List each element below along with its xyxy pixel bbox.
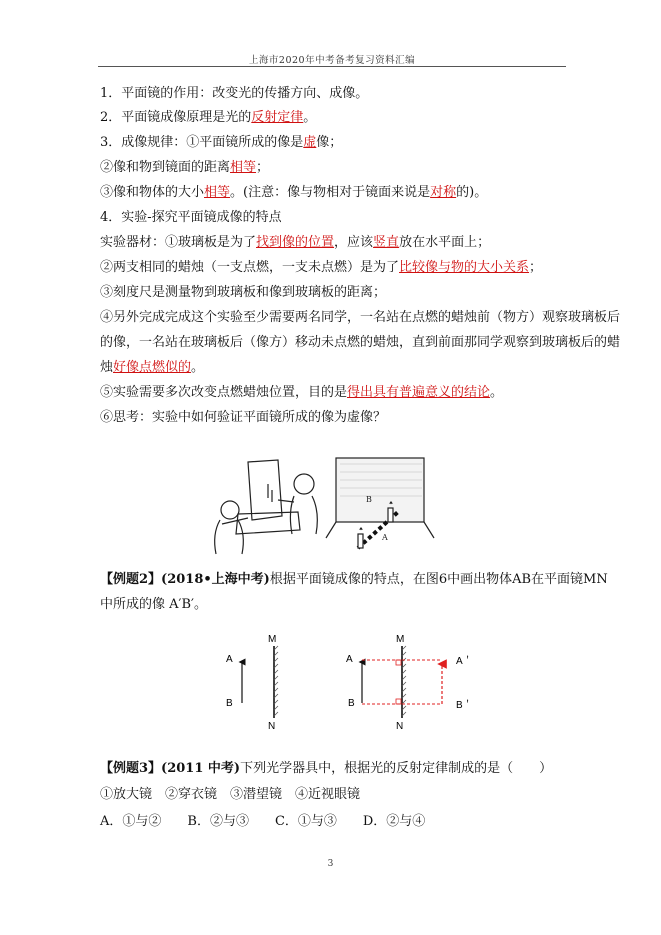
example3-choices [100, 813, 425, 831]
student-left-body [215, 518, 248, 554]
student-left-head [221, 501, 239, 519]
line-experiment-title [100, 209, 282, 227]
text: 。 [191, 360, 205, 375]
text: 烛 [100, 360, 114, 375]
mirror-diagram [218, 632, 518, 732]
line-think-question [100, 409, 386, 427]
text: 放在水平面上； [399, 235, 491, 250]
label-b: B [226, 698, 233, 709]
example2-line1 [100, 571, 608, 589]
text: ⑤实验需要多次改变点燃蜡烛位置，目的是 [100, 385, 348, 400]
answer-blank: 相等 [230, 160, 257, 175]
glass-plate [248, 460, 282, 520]
glass-board [336, 458, 424, 522]
text: ⑥思考：实验中如何验证平面镜所成的像为虚像？ [100, 410, 387, 425]
label-m: M [396, 634, 405, 645]
line-mirror-principle [100, 109, 316, 127]
line-procedure-3 [100, 359, 204, 377]
text: 4．实验-探究平面镜成像的特点 [100, 210, 282, 225]
diagram-right [346, 634, 473, 732]
text: 。(注意：像与物相对于镜面来说是 [230, 185, 431, 200]
header-rule [98, 66, 566, 67]
line-procedure-2 [100, 334, 620, 352]
text: 3．成像规律：①平面镜所成的像是 [100, 135, 304, 150]
line-mirror-function [100, 85, 368, 103]
text: 根据平面镜成像的特点，在图6中画出物体AB在平面镜MN [269, 572, 608, 587]
candle-image [388, 508, 393, 522]
text: ； [256, 160, 270, 175]
text: 。 [303, 110, 317, 125]
answer-blank: 比较像与物的大小关系 [399, 260, 530, 275]
photo-label-b: B [366, 495, 372, 504]
photo-label-a: A [382, 533, 388, 542]
student-right-head [294, 474, 314, 494]
page-header: 上海市2020年中考备考复习资料汇编 [248, 55, 416, 66]
answer-blank: 虚 [303, 135, 317, 150]
text: 的)。 [456, 185, 488, 200]
answer-blank: 反射定律 [251, 110, 304, 125]
example3-options [100, 786, 360, 804]
label-a-image: A＇ [456, 656, 473, 667]
text: ②两支相同的蜡烛（一支点燃，一支未点燃）是为了 [100, 260, 400, 275]
right-angle-mark [396, 660, 401, 665]
student-right-body [278, 496, 317, 534]
text: ④另外完成完成这个实验至少需要两名同学，一名站在点燃的蜡烛前（物方）观察玻璃板后 [100, 310, 621, 325]
example2-line2 [100, 596, 207, 614]
label-n: N [396, 721, 404, 732]
example3-tag: 【例题3】(2011 中考) [100, 761, 241, 776]
text: 像； [316, 135, 343, 150]
answer-blank: 相等 [204, 185, 231, 200]
apparatus-photo [326, 458, 434, 548]
text: 。 [490, 385, 504, 400]
text: ②像和物到镜面的距离 [100, 160, 231, 175]
answer-blank: 找到像的位置 [256, 235, 335, 250]
line-imaging-rule-2 [100, 159, 269, 177]
text: A．①与② B．②与③ C．①与③ D．②与④ [100, 814, 426, 829]
line-equipment-glass [100, 234, 490, 252]
text: ③刻度尺是测量物到玻璃板和像到玻璃板的距离； [100, 285, 387, 300]
experiment-illustration [208, 454, 444, 560]
text: 实验器材：①玻璃板是为了 [100, 235, 257, 250]
answer-blank: 对称 [430, 185, 457, 200]
right-angle-mark [396, 699, 401, 704]
text: ①放大镜 ②穿衣镜 ③潜望镜 ④近视眼镜 [100, 787, 361, 802]
text: 1．平面镜的作用：改变光的传播方向、成像。 [100, 86, 369, 101]
students-sketch [215, 460, 318, 554]
label-a: A [226, 654, 233, 665]
answer-blank: 好像点燃似的 [113, 360, 192, 375]
answer-blank: 得出具有普遍意义的结论 [347, 385, 491, 400]
page-number: 3 [327, 859, 334, 869]
line-equipment-ruler [100, 284, 386, 302]
text: 下列光学器具中，根据光的反射定律制成的是（ ） [240, 761, 553, 776]
candles-small [268, 484, 272, 502]
line-procedure-1 [100, 309, 620, 327]
text: ； [529, 260, 543, 275]
label-a: A [346, 654, 353, 665]
label-b-image: B＇ [456, 700, 473, 711]
diagram-left [226, 634, 278, 732]
example2-tag: 【例题2】(2018•上海中考) [100, 572, 270, 587]
text: 2．平面镜成像原理是光的 [100, 110, 252, 125]
example3-line1 [100, 760, 552, 778]
label-b: B [348, 698, 355, 709]
label-m: M [268, 634, 277, 645]
label-n: N [268, 721, 276, 732]
flame-object [360, 528, 362, 530]
line-repeat-purpose [100, 384, 503, 402]
answer-blank: 竖直 [373, 235, 400, 250]
line-imaging-rule-3 [100, 184, 487, 202]
text: 的像，一名站在玻璃板后（像方）移动未点燃的蜡烛，直到前面那同学观察到玻璃板后的蜡 [100, 335, 621, 350]
line-imaging-rule-1 [100, 134, 342, 152]
text: ③像和物体的大小 [100, 185, 205, 200]
line-equipment-candles [100, 259, 542, 277]
text: ，应该 [334, 235, 374, 250]
text: 中所成的像 A′B′。 [100, 597, 207, 612]
candle-object [358, 534, 363, 548]
